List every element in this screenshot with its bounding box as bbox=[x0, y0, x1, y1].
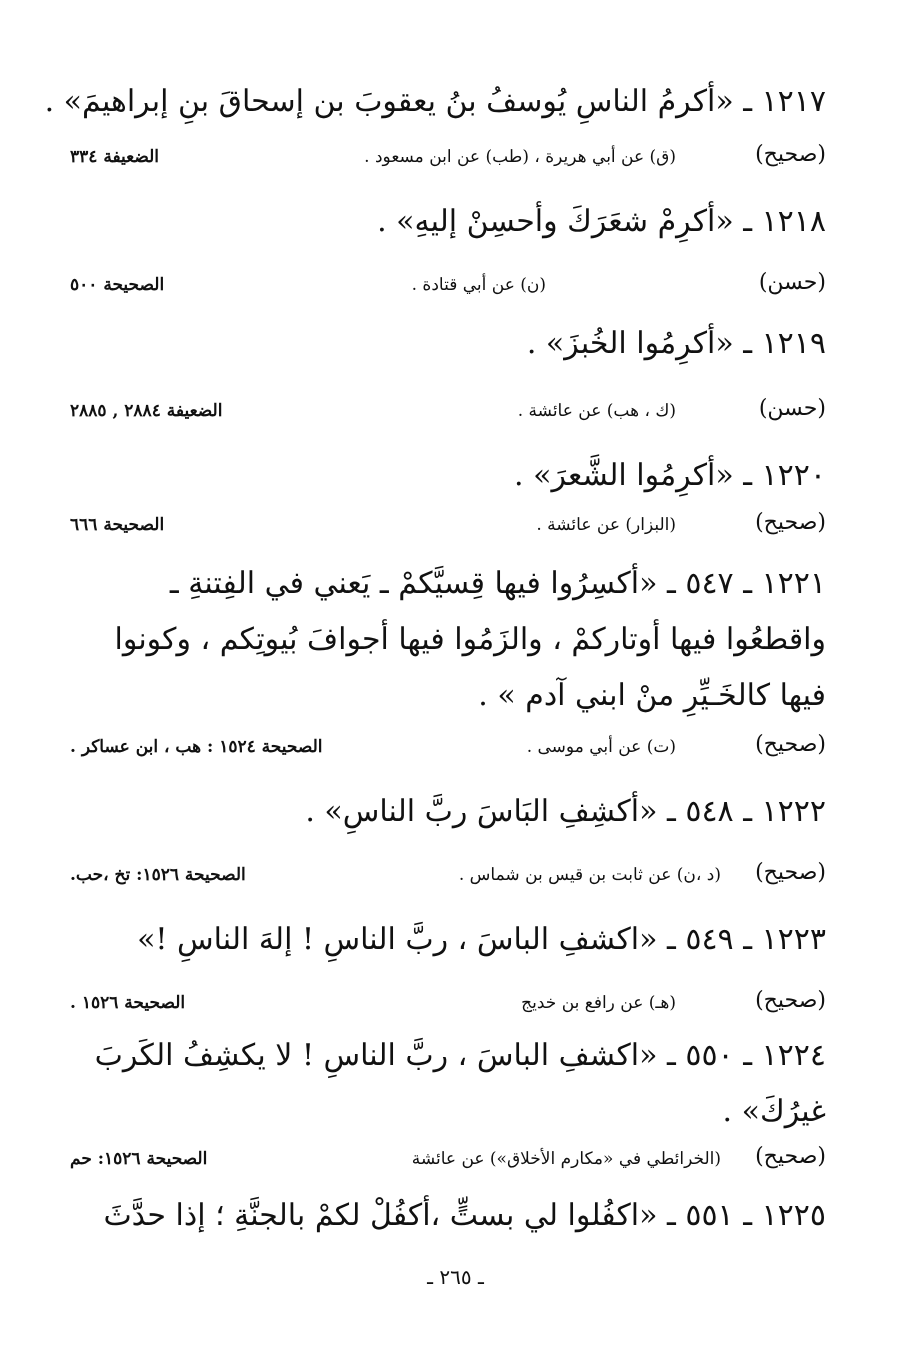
hadith-1222: ١٢٢٢ ـ ٥٤٨ ـ «أكشِفِ البَاسَ ربَّ الناسِ» . bbox=[305, 794, 826, 829]
source-text: (هـ) عن رافع بن خديج bbox=[521, 993, 676, 1013]
hadith-1217: ١٢١٧ ـ «أكرمُ الناسِ يُوسفُ بنُ يعقوبَ بن إسحاقَ بنِ إبراهيمَ» . bbox=[44, 84, 826, 119]
source-text: (د ،ن) عن ثابت بن قيس بن شماس . bbox=[458, 865, 721, 885]
source-text: (ت) عن أبي موسى . bbox=[526, 737, 676, 757]
reference-text: الصحيحة ١٥٢٦: حم bbox=[70, 1149, 208, 1169]
hadith-1221: ١٢٢١ ـ ٥٤٧ ـ «أكسِرُوا فيها قِسيَّكمْ ـ يَعني في الفِتنةِ ـ واقطعُوا فيها أوتاركمْ ، والزَمُوا فيها أجوافَ بُيوتِكم ، وكونوا فيها كالخَـيِّرِ منْ ابني آدم » . bbox=[114, 566, 826, 713]
source-text: (ق) عن أبي هريرة ، (طب) عن ابن مسعود . bbox=[364, 147, 676, 167]
grade-label: ( صحيح ) bbox=[755, 728, 826, 762]
attribution-1220 bbox=[70, 506, 826, 540]
source-text: (ك ، هب) عن عائشة . bbox=[517, 401, 676, 421]
attribution-1222 bbox=[70, 856, 826, 890]
grade-label: ( صحيح ) bbox=[755, 138, 826, 172]
source-text: (البزار) عن عائشة . bbox=[536, 515, 676, 535]
reference-text: الضعيفة ٣٣٤ bbox=[70, 147, 160, 167]
grade-label: ( حسن ) bbox=[759, 392, 826, 426]
hadith-1219: ١٢١٩ ـ «أكرِمُوا الخُبزَ» . bbox=[526, 326, 826, 361]
hadith-1220: ١٢٢٠ ـ «أكرِمُوا الشَّعرَ» . bbox=[514, 458, 826, 493]
reference-text: الصحيحة ١٥٢٤ : هب ، ابن عساكر . bbox=[70, 737, 323, 757]
grade-label: ( صحيح ) bbox=[755, 856, 826, 890]
reference-text: الصحيحة ٥٠٠ bbox=[70, 275, 165, 295]
reference-text: الصحيحة ٦٦٦ bbox=[70, 515, 165, 535]
hadith-1224: ١٢٢٤ ـ ٥٥٠ ـ «اكشفِ الباسَ ، ربَّ الناسِ ! لا يكشِفُ الكَربَ غيرُكَ» . bbox=[94, 1038, 826, 1129]
grade-label: ( صحيح ) bbox=[755, 984, 826, 1018]
reference-text: الضعيفة ٢٨٨٤ , ٢٨٨٥ bbox=[70, 401, 223, 421]
source-text: (الخرائطي في «مكارم الأخلاق») عن عائشة bbox=[411, 1149, 721, 1169]
reference-text: الصحيحة ١٥٢٦ . bbox=[70, 993, 186, 1013]
attribution-1217 bbox=[70, 138, 826, 172]
attribution-1221 bbox=[70, 728, 826, 762]
page-number: ـ ٢٦٥ ـ bbox=[427, 1265, 484, 1289]
grade-label: ( صحيح ) bbox=[755, 506, 826, 540]
hadith-1225: ١٢٢٥ ـ ٥٥١ ـ «اكفُلوا لي بستٍّ ،أكفُلْ لكمْ بالجنَّةِ ؛ إذا حدَّثَ bbox=[103, 1198, 826, 1233]
reference-text: الصحيحة ١٥٢٦: تخ ،حب. bbox=[70, 865, 246, 885]
hadith-1218: ١٢١٨ ـ «أكرِمْ شعَرَكَ وأحسِنْ إليهِ» . bbox=[377, 204, 826, 239]
attribution-1224 bbox=[70, 1140, 826, 1174]
grade-label: ( حسن ) bbox=[759, 266, 826, 300]
grade-label: ( صحيح ) bbox=[755, 1140, 826, 1174]
attribution-1219 bbox=[70, 392, 826, 426]
attribution-1223 bbox=[70, 984, 826, 1018]
attribution-1218 bbox=[70, 266, 826, 300]
source-text: (ن) عن أبي قتادة . bbox=[411, 275, 546, 295]
hadith-1223: ١٢٢٣ ـ ٥٤٩ ـ «اكشفِ الباسَ ، ربَّ الناسِ ! إلهَ الناسِ !» bbox=[137, 922, 826, 957]
